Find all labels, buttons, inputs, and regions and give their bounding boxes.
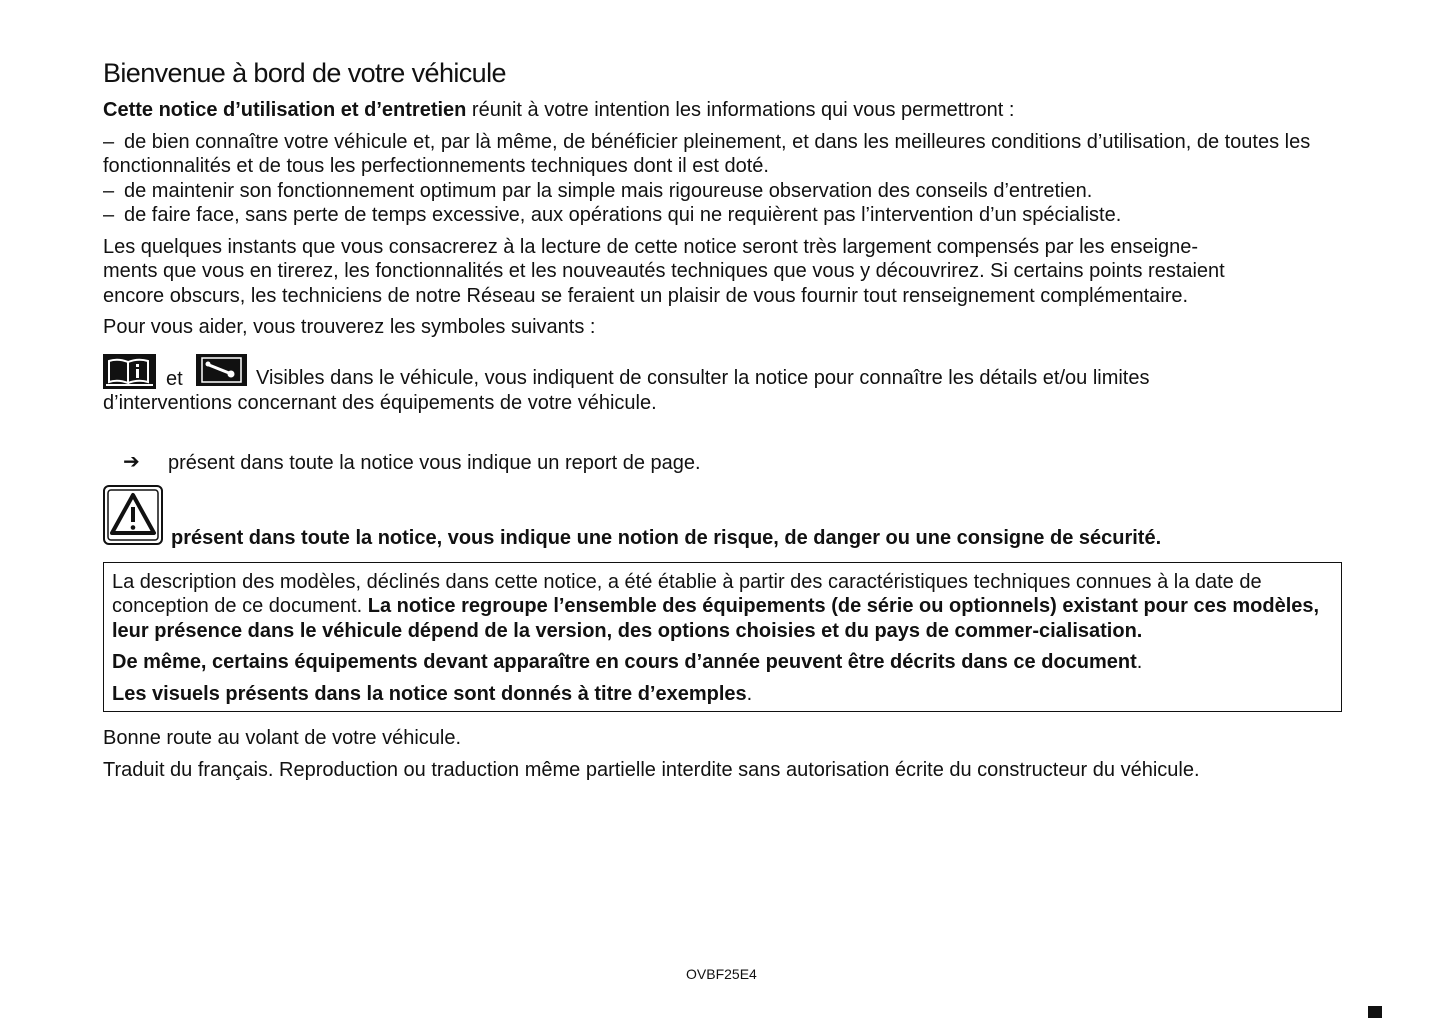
arrow-text: présent dans toute la notice vous indique un report de page. xyxy=(168,451,701,474)
dash-marker: – xyxy=(103,204,115,226)
dash-item-text: de maintenir son fonctionnement optimum par la simple mais rigoureuse observation des conseils d’entretien. xyxy=(124,179,1093,202)
box-p2-bold: De même, certains équipements devant apparaître en cours d’année peuvent être décrits dans ce document xyxy=(112,651,1137,673)
instants-line: Les quelques instants que vous consacrerez à la lecture de cette notice seront très largement compensés par les enseigne- xyxy=(103,235,1199,258)
symbols-line1: Visibles dans le véhicule, vous indiquent de consulter la notice pour connaître les détails et/ou limites xyxy=(256,366,1150,389)
dash-item xyxy=(103,203,1343,228)
page-content xyxy=(103,56,1343,782)
box-paragraph xyxy=(112,570,1333,644)
dash-item-text: de faire face, sans perte de temps excessive, aux opérations qui ne requièrent pas l’intervention d’un spécialiste. xyxy=(124,204,1122,226)
instants-paragraph xyxy=(103,235,1343,309)
info-box xyxy=(103,562,1342,713)
dash-item-text: de bien connaître votre véhicule et, par là même, de bénéficier pleinement, et dans les meilleures conditions d’utilisation, de toutes les fonctionnalités et de tous les perfectionnements techniques dont il est doté. xyxy=(103,130,1311,177)
dash-list xyxy=(103,130,1343,228)
intro-bold: Cette notice d’utilisation et d’entretien xyxy=(103,99,467,121)
wrench-icon xyxy=(196,354,247,386)
dash-marker: – xyxy=(103,130,115,153)
symbols-et: et xyxy=(166,367,183,390)
instants-line: encore obscurs, les techniciens de notre Réseau se feraient un plaisir de vous fournir tout renseignement complémentaire. xyxy=(103,284,1189,307)
warning-text: présent dans toute la notice, vous indique une notion de risque, de danger ou une consigne de sécurité. xyxy=(171,526,1162,549)
page-title: Bienvenue à bord de votre véhicule xyxy=(103,58,506,88)
closing-line: Bonne route au volant de votre véhicule. xyxy=(103,727,462,749)
intro-rest: réunit à votre intention les informations qui vous permettront : xyxy=(466,99,1015,121)
symbols-intro: Pour vous aider, vous trouverez les symboles suivants : xyxy=(103,316,596,338)
book-info-icon xyxy=(103,354,156,389)
arrow-row xyxy=(103,451,1343,475)
closing-line: Traduit du français. Reproduction ou traduction même partielle interdite sans autorisation écrite du constructeur du véhicule. xyxy=(103,758,1200,781)
closing-section xyxy=(103,726,1343,782)
dash-item xyxy=(103,130,1343,179)
instants-line: ments que vous en tirerez, les fonctionnalités et les nouveautés techniques que vous y découvrirez. Si certains points restaient xyxy=(103,260,1225,282)
dash-marker: – xyxy=(103,179,115,202)
warning-row xyxy=(103,485,1343,551)
intro-paragraph xyxy=(103,98,1343,123)
dash-item xyxy=(103,179,1343,204)
box-p3-end: . xyxy=(746,682,753,705)
document-code: OVBF25E4 xyxy=(686,966,757,982)
box-paragraph xyxy=(112,650,1333,675)
box-p1-bold: La notice regroupe l’ensemble des équipements (de série ou optionnels) existant pour ces modèles, leur présence dans le véhicule dépend de la version, des options choisies et du pays de commer-cialisation. xyxy=(112,595,1320,642)
box-p1-normal: La description des modèles, déclinés dans cette notice, a été établie à partir des caractéristiques techniques connues à la date de conception de ce document. xyxy=(112,570,1262,617)
arrow-right-icon: ➔ xyxy=(123,450,140,473)
page-corner-mark xyxy=(1368,1006,1382,1018)
symbols-row xyxy=(103,354,1343,420)
warning-triangle-icon xyxy=(103,485,163,545)
box-paragraph xyxy=(112,682,1333,707)
box-p3-bold: Les visuels présents dans la notice sont donnés à titre d’exemples xyxy=(112,682,747,705)
box-p2-end: . xyxy=(1136,651,1143,673)
symbols-line2: d’interventions concernant des équipements de votre véhicule. xyxy=(103,391,657,414)
